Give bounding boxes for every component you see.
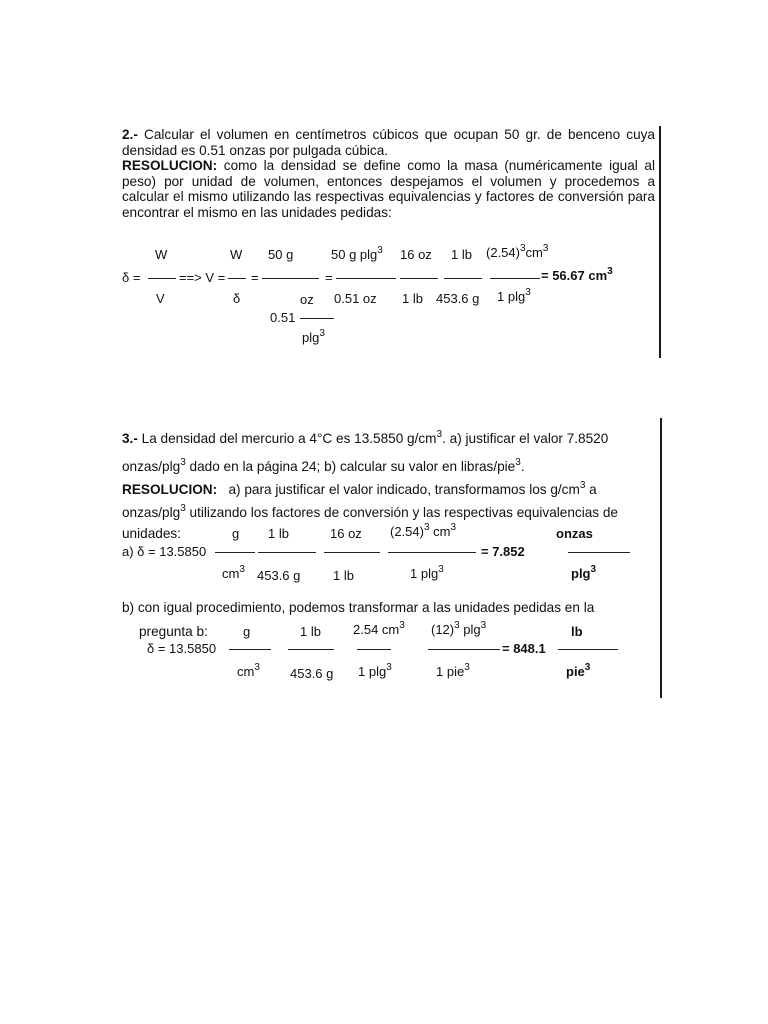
f3b-result: = 848.1 (502, 641, 546, 656)
problem3-line2: onzas/plg$^3$ dado en la página 24; b) calcular su valor en libras/pie$^3$. (122, 457, 525, 474)
f2-num-1lb: 1 lb (451, 247, 472, 262)
f2-delta-eq: δ = (122, 270, 141, 285)
right-border-line-2 (660, 418, 662, 698)
f2-den-1plg: 1 plg$^3$ (497, 287, 531, 304)
formula-term: 1 lb (333, 568, 354, 583)
fraction-bar (558, 649, 618, 650)
problem3-res-line2: onzas/plg$^3$ utilizando los factores de conversión y las respectivas equivalencias de (122, 503, 618, 520)
f2-den-4536g: 453.6 g (436, 291, 480, 306)
fraction-bar (288, 649, 334, 650)
f2-den-plg: plg$^3$ (302, 328, 325, 345)
f2-num-16oz: 16 oz (400, 247, 432, 262)
f2-den-051: 0.51 (270, 310, 296, 325)
formula-term: plg$^3$ (571, 564, 597, 581)
fraction-bar (148, 278, 176, 279)
formula-term: g (232, 526, 240, 541)
formula-term: 16 oz (330, 526, 362, 541)
fraction-bar (428, 649, 500, 650)
formula-term: $cm^3$ (222, 564, 245, 581)
formula-term: 1 plg$^3$ (358, 662, 392, 679)
formula-term: g (243, 624, 251, 639)
problem2-heading: 2.- (122, 127, 138, 142)
formula-term: 1 pie$^3$ (436, 662, 470, 679)
fraction-bar (357, 649, 391, 650)
problem3-line1: 3.- La densidad del mercurio a 4°C es 13.5850 $g/cm^3$. a) justificar el valor 7.8520 (122, 429, 609, 446)
formula-term: pie$^3$ (566, 662, 591, 679)
f2-W1: W (155, 247, 168, 262)
f2-den-1lb: 1 lb (402, 291, 423, 306)
problem3-unidades: unidades: (122, 526, 181, 541)
fraction-bar (324, 552, 380, 553)
f3a-result: = 7.852 (481, 544, 525, 559)
f2-eq1: = (251, 270, 259, 285)
f2-den-051oz: 0.51 oz (334, 291, 377, 306)
problem3-res-line1: RESOLUCION: a) para justificar el valor indicado, transformamos los $g/cm^3$ a (122, 480, 597, 497)
formula-term: 453.6 g (257, 568, 301, 583)
right-border-line-1 (659, 126, 661, 358)
formula-term: $(12)^3$ plg$^3$ (431, 620, 487, 637)
problem3-b-intro: b) con igual procedimiento, podemos transformar a las unidades pedidas en la (122, 600, 595, 615)
fraction-bar (229, 649, 271, 650)
formula-term: $cm^3$ (237, 662, 260, 679)
formula-term: lb (571, 624, 583, 639)
fraction-bar (336, 278, 396, 279)
fraction-bar (228, 278, 246, 279)
fraction-bar (444, 278, 482, 279)
fraction-bar (258, 552, 316, 553)
fraction-bar (490, 278, 540, 279)
fraction-bar (568, 552, 630, 553)
fraction-bar (262, 278, 319, 279)
f2-W2: W (230, 247, 243, 262)
f3a-prefix: a) δ = 13.5850 (122, 544, 207, 559)
f2-arrow-V: ==> V = (179, 270, 226, 285)
fraction-bar (400, 278, 438, 279)
problem3-b-pregunta: pregunta b: (139, 624, 208, 639)
problem3-heading: 3.- (122, 431, 138, 446)
f2-V1: V (156, 291, 165, 306)
f2-num-254-cm3: $(2.54)^3cm^3$ (486, 243, 549, 260)
problem2-resolucion-text: como la densidad se define como la masa (numéricamente igual al peso) por unidad de volumen, entonces despejamos el volumen y procedemos a calcular el mismo utilizando las respectivas equivalencias y factores de conversión para encontrar el mismo en las unidades pedidas: (122, 158, 655, 220)
formula-term: $(2.54)^3$ $cm^3$ (390, 522, 457, 539)
formula-term: 1 lb (268, 526, 289, 541)
f3b-prefix: δ = 13.5850 (147, 641, 217, 656)
problem2-text: Calcular el volumen en centímetros cúbicos que ocupan 50 gr. de benceno cuya densidad es 0.51 onzas por pulgada cúbica. (122, 127, 655, 158)
problem2-resolucion-label: RESOLUCION: (122, 158, 218, 173)
fraction-bar (388, 552, 476, 553)
f2-result: = 56.67 $cm^3$ (541, 266, 613, 283)
fraction-bar (215, 552, 255, 553)
formula-term: 2.54 $cm^3$ (353, 620, 405, 637)
formula-term: 453.6 g (290, 666, 334, 681)
problem2-statement (122, 127, 655, 220)
f2-num-50gplg: 50 g plg$^3$ (331, 245, 383, 262)
f2-num-50g: 50 g (268, 247, 294, 262)
f2-den-oz: oz (300, 292, 314, 307)
formula-term: onzas (556, 526, 593, 541)
formula-term: 1 lb (300, 624, 321, 639)
formula-term: 1 plg$^3$ (410, 564, 444, 581)
fraction-bar (300, 318, 334, 319)
f2-delta2: δ (233, 291, 241, 306)
f2-eq2: = (325, 270, 333, 285)
